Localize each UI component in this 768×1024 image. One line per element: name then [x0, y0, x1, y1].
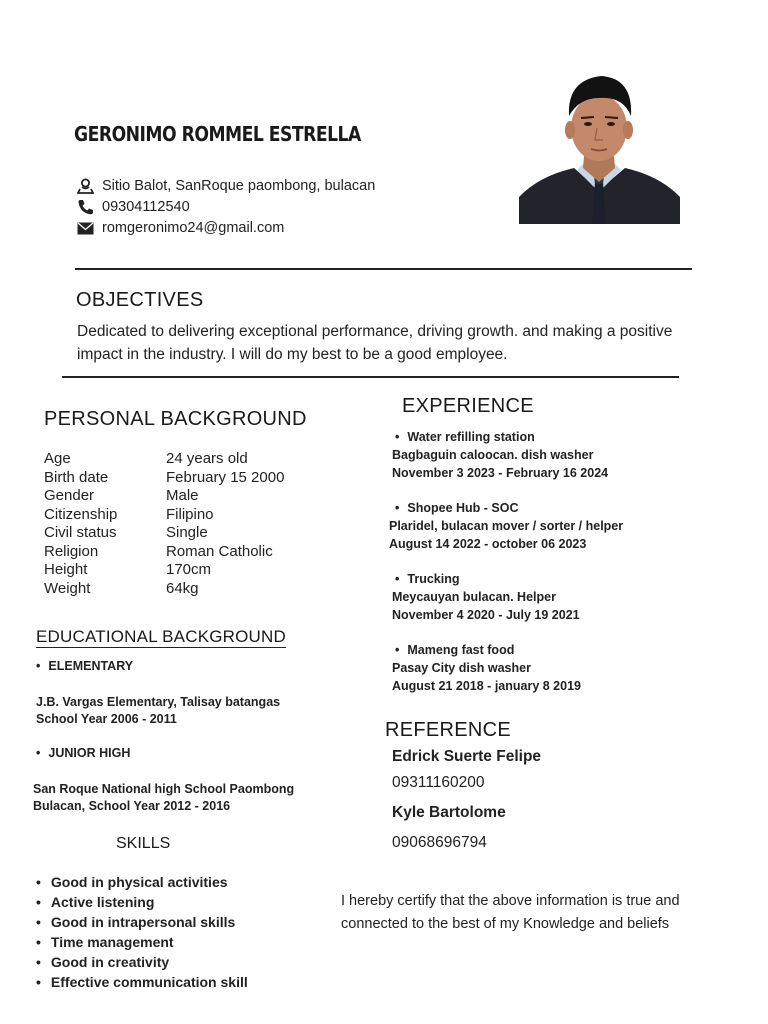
personal-value: Roman Catholic — [166, 542, 273, 560]
experience-job — [389, 499, 623, 553]
reference-name: Edrick Suerte Felipe — [392, 748, 542, 765]
email-text: romgeronimo24@gmail.com — [102, 220, 285, 236]
personal-value: Filipino — [166, 505, 214, 523]
personal-heading: PERSONAL BACKGROUND — [44, 408, 307, 430]
education-school-elementary — [36, 694, 280, 728]
school-year: Bulacan, School Year 2012 - 2016 — [33, 799, 231, 813]
personal-value: 170cm — [166, 561, 212, 578]
personal-label: Age — [44, 450, 71, 467]
school-name: San Roque National high School Paombong — [33, 782, 295, 796]
skill-item: • Good in intrapersonal skills — [36, 912, 248, 932]
skills-heading: SKILLS — [116, 835, 171, 852]
education-level-elementary: • ELEMENTARY — [36, 659, 133, 673]
personal-label: Weight — [44, 579, 91, 597]
objectives-text: Dedicated to delivering exceptional performance, driving growth. and making a positive impact in the industry. I will do my best to be a good employee. — [77, 323, 673, 363]
contact-phone — [76, 199, 190, 215]
certification-statement: I hereby certify that the above information is true and connected to the best of my Knowledge and beliefs — [341, 893, 680, 932]
education-level-junior-high: • JUNIOR HIGH — [36, 746, 130, 760]
experience-job — [392, 570, 580, 624]
personal-label: Height — [44, 561, 88, 578]
job-dates: August 14 2022 - october 06 2023 — [389, 537, 587, 551]
reference-name: Kyle Bartolome — [392, 804, 506, 821]
objectives-heading: OBJECTIVES — [76, 289, 204, 311]
school-name: J.B. Vargas Elementary, Talisay batangas — [36, 695, 281, 709]
contact-email — [76, 220, 284, 236]
phone-icon — [76, 199, 94, 215]
personal-value: 64kg — [166, 579, 199, 597]
personal-label: Birth date — [44, 468, 109, 486]
profile-photo — [519, 72, 680, 224]
skill-item: • Time management — [36, 932, 248, 952]
job-title: • Mameng fast food — [392, 641, 581, 659]
personal-row — [44, 580, 284, 599]
experience-job — [392, 641, 581, 695]
job-place-role: Plaridel, bulacan mover / sorter / helper — [389, 519, 624, 533]
skill-item: • Good in creativity — [36, 952, 248, 972]
personal-row — [44, 561, 284, 580]
reference-phone: 09311160200 — [392, 774, 485, 791]
experience-job — [392, 428, 608, 482]
job-dates: August 21 2018 - january 8 2019 — [392, 679, 581, 693]
job-title: • Shopee Hub - SOC — [389, 499, 623, 517]
personal-value: Male — [166, 487, 199, 504]
education-heading: EDUCATIONAL BACKGROUND — [36, 627, 286, 646]
phone-text: 09304112540 — [102, 199, 190, 215]
location-person-icon — [76, 178, 94, 194]
address-text: Sitio Balot, SanRoque paombong, bulacan — [102, 178, 376, 194]
job-place-role: Bagbaguin caloocan. dish washer — [392, 448, 594, 462]
reference-phone: 09068696794 — [392, 834, 487, 851]
applicant-name: GERONIMO ROMMEL ESTRELLA — [74, 122, 361, 146]
personal-row — [44, 524, 284, 543]
personal-row — [44, 543, 284, 562]
reference-heading: REFERENCE — [385, 719, 512, 741]
contact-address — [76, 178, 375, 194]
personal-value: 24 years old — [166, 450, 248, 467]
personal-label: Citizenship — [44, 505, 118, 523]
job-title: • Trucking — [392, 570, 580, 588]
personal-value: Single — [166, 524, 208, 541]
education-school-junior-high — [33, 781, 294, 815]
skill-item: • Effective communication skill — [36, 972, 248, 992]
personal-value: February 15 2000 — [166, 468, 285, 486]
job-title: • Water refilling station — [392, 428, 608, 446]
school-year: School Year 2006 - 2011 — [36, 712, 177, 726]
job-place-role: Meycauyan bulacan. Helper — [392, 590, 556, 604]
job-dates: November 4 2020 - July 19 2021 — [392, 608, 580, 622]
personal-row — [44, 487, 284, 506]
personal-row — [44, 469, 284, 488]
divider-top — [75, 268, 692, 270]
job-dates: November 3 2023 - February 16 2024 — [392, 466, 609, 480]
skills-list — [36, 872, 248, 992]
experience-heading: EXPERIENCE — [402, 395, 534, 417]
envelope-icon — [76, 220, 94, 236]
divider-middle — [62, 376, 679, 378]
personal-label: Civil status — [44, 524, 117, 541]
personal-row — [44, 450, 284, 469]
personal-table — [44, 450, 284, 598]
personal-row — [44, 506, 284, 525]
personal-label: Gender — [44, 487, 95, 504]
personal-label: Religion — [44, 542, 99, 560]
skill-item: • Good in physical activities — [36, 872, 248, 892]
job-place-role: Pasay City dish washer — [392, 661, 531, 675]
skill-item: • Active listening — [36, 892, 248, 912]
